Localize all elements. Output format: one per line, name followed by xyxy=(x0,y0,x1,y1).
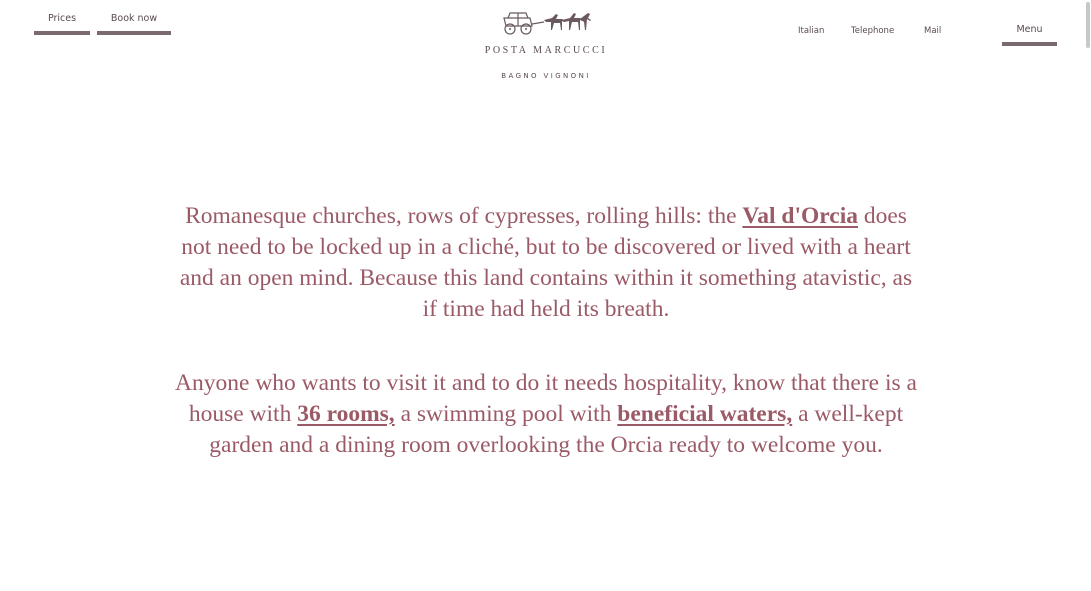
paragraph-2-text-part-2: a swimming pool with xyxy=(394,401,618,427)
paragraph-2-text-part-3: a well-kept garden and a dining room overlooking the Orcia ready to welcome you. xyxy=(209,401,904,458)
intro-paragraph-1 xyxy=(170,201,922,325)
horse-carriage-icon xyxy=(500,10,592,36)
val-dorcia-link[interactable]: Val d'Orcia xyxy=(742,203,858,229)
prices-button[interactable] xyxy=(34,13,90,35)
book-now-button-label: Book now xyxy=(110,13,158,24)
telephone-link[interactable]: Telephone xyxy=(851,26,895,36)
menu-button[interactable] xyxy=(1002,24,1057,46)
brand-name: POSTA MARCUCCI xyxy=(484,45,608,56)
brand-location: BAGNO VIGNONI xyxy=(501,72,591,80)
brand-logo[interactable] xyxy=(478,10,614,80)
prices-button-underline xyxy=(34,31,90,35)
paragraph-2-text-part-1: Anyone who wants to visit it and to do it needs hospitality, know that there is a house with xyxy=(175,370,917,427)
prices-button-label: Prices xyxy=(47,13,77,24)
intro-paragraph-2 xyxy=(170,368,922,461)
book-now-button-underline xyxy=(97,31,171,35)
language-italian-link[interactable]: Italian xyxy=(798,26,825,36)
paragraph-1-text-end: does not need to be locked up in a cliché, but to be discovered or lived with a heart and an open mind. Because this land contains within it something atavistic, as if time had held its breath. xyxy=(179,203,913,322)
menu-button-underline xyxy=(1002,42,1057,46)
paragraph-1-text-start: Romanesque churches, rows of cypresses, rolling hills: the xyxy=(185,203,743,229)
rooms-link[interactable]: 36 rooms, xyxy=(297,401,395,427)
book-now-button[interactable] xyxy=(97,13,171,35)
beneficial-waters-link[interactable]: beneficial waters, xyxy=(617,401,793,427)
mail-link[interactable]: Mail xyxy=(924,26,942,36)
menu-button-label: Menu xyxy=(1016,24,1043,35)
scrollbar-thumb[interactable] xyxy=(1086,2,1090,48)
page-scrollbar[interactable] xyxy=(1085,0,1091,591)
intro-text xyxy=(170,201,922,461)
